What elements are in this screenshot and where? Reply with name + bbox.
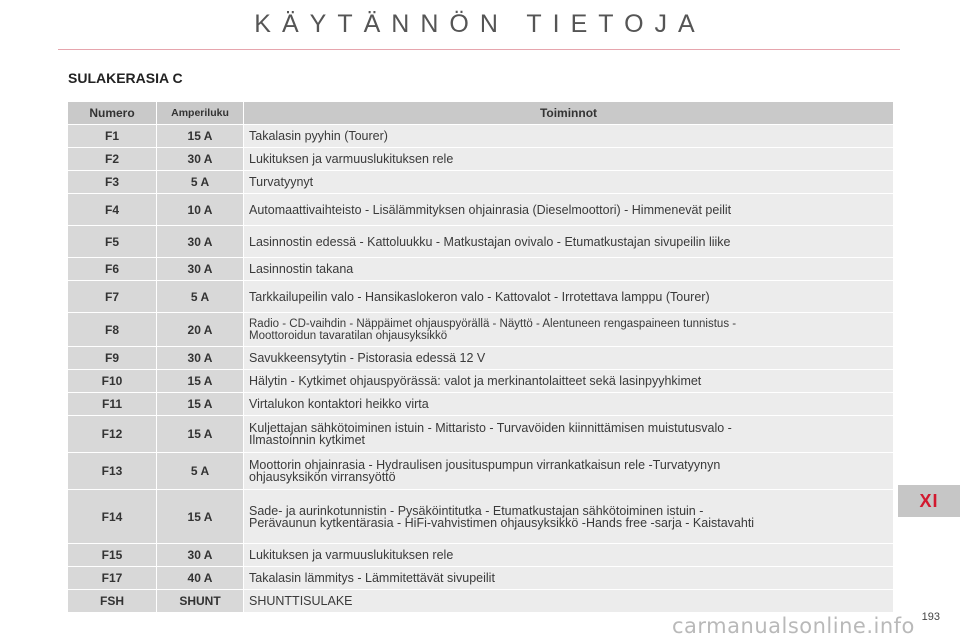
section-title: SULAKERASIA C (68, 70, 183, 86)
chapter-tab-label: XI (919, 490, 939, 511)
function-line: Kuljettajan sähkötoiminen istuin - Mittaristo - Turvavöiden kiinnittämisen muistutusvalo - (249, 421, 732, 435)
function-line: Turvatyynyt (249, 175, 314, 189)
header-amperage: Amperiluku (157, 102, 244, 125)
fuse-function (244, 347, 894, 370)
function-line: ohjausyksikön virransyöttö (249, 470, 396, 484)
table-row (68, 544, 894, 567)
fuse-number: F15 (68, 544, 157, 567)
function-line: Moottoroidun tavaratilan ohjausyksikkö (249, 329, 448, 342)
function-line: Savukkeensytytin - Pistorasia edessä 12 V (249, 351, 486, 365)
fuse-amperage: 30 A (157, 258, 244, 281)
fuse-function (244, 171, 894, 194)
table-row (68, 590, 894, 613)
fuse-amperage: 15 A (157, 490, 244, 544)
function-line: Lukituksen ja varmuuslukituksen rele (249, 152, 454, 166)
fuse-function (244, 490, 894, 544)
chapter-tab (898, 485, 960, 517)
fuse-number: F2 (68, 148, 157, 171)
function-line: Sade- ja aurinkotunnistin - Pysäköintitutka - Etumatkustajan sähkötoiminen istuin - (249, 503, 704, 518)
fuse-number: F14 (68, 490, 157, 544)
fuse-number: F9 (68, 347, 157, 370)
table-row (68, 347, 894, 370)
fuse-number: F3 (68, 171, 157, 194)
fuse-amperage: 5 A (157, 453, 244, 490)
table-row (68, 148, 894, 171)
table-row (68, 313, 894, 347)
fuse-number: F13 (68, 453, 157, 490)
function-line: Lukituksen ja varmuuslukituksen rele (249, 548, 454, 562)
fuse-number: FSH (68, 590, 157, 613)
fuse-function (244, 258, 894, 281)
fuse-amperage: 40 A (157, 567, 244, 590)
page-title: KÄYTÄNNÖN TIETOJA (254, 10, 706, 38)
function-line: Perävaunun kytkentärasia - HiFi-vahvistimen ohjausyksikkö -Hands free -sarja - Kaistavahti (249, 515, 755, 530)
fuse-function (244, 544, 894, 567)
fuse-amperage: 5 A (157, 171, 244, 194)
function-line: Virtalukon kontaktori heikko virta (249, 397, 429, 411)
function-line: Takalasin pyyhin (Tourer) (249, 129, 388, 143)
fuse-amperage: 15 A (157, 370, 244, 393)
fuse-function (244, 370, 894, 393)
fuse-amperage: 5 A (157, 281, 244, 313)
table-row (68, 171, 894, 194)
fuse-function (244, 453, 894, 490)
table-row (68, 226, 894, 258)
fuse-amperage: 30 A (157, 148, 244, 171)
title-divider (58, 49, 900, 50)
fuse-number: F1 (68, 125, 157, 148)
table-row (68, 194, 894, 226)
fuse-amperage: SHUNT (157, 590, 244, 613)
table-row (68, 416, 894, 453)
fuse-function (244, 313, 894, 347)
header-functions: Toiminnot (244, 102, 894, 125)
fuse-function (244, 148, 894, 171)
function-line: Ilmastoinnin kytkimet (249, 433, 366, 447)
watermark: carmanualsonline.info (672, 614, 915, 638)
table-row (68, 393, 894, 416)
fuse-amperage: 30 A (157, 347, 244, 370)
fuse-number: F10 (68, 370, 157, 393)
fuse-number: F12 (68, 416, 157, 453)
fuse-function (244, 125, 894, 148)
table-row (68, 453, 894, 490)
fuse-amperage: 30 A (157, 544, 244, 567)
fuse-function (244, 281, 894, 313)
fuse-number: F8 (68, 313, 157, 347)
fuse-function (244, 393, 894, 416)
table-row (68, 370, 894, 393)
fuse-function (244, 590, 894, 613)
fuse-amperage: 10 A (157, 194, 244, 226)
table-row (68, 125, 894, 148)
fuse-amperage: 15 A (157, 416, 244, 453)
fuse-number: F4 (68, 194, 157, 226)
fuse-function (244, 226, 894, 258)
fuse-number: F7 (68, 281, 157, 313)
fuse-amperage: 30 A (157, 226, 244, 258)
function-line: Takalasin lämmitys - Lämmitettävät sivupeilit (249, 571, 495, 585)
fuse-number: F17 (68, 567, 157, 590)
table-row (68, 258, 894, 281)
function-line: Tarkkailupeilin valo - Hansikaslokeron valo - Kattovalot - Irrotettava lamppu (Tourer) (249, 289, 710, 304)
fuse-number: F11 (68, 393, 157, 416)
fuse-number: F5 (68, 226, 157, 258)
fuse-amperage: 20 A (157, 313, 244, 347)
function-line: Radio - CD-vaihdin - Näppäimet ohjauspyörällä - Näyttö - Alentuneen rengaspaineen tunnistus - (249, 317, 737, 330)
table-row (68, 281, 894, 313)
function-line: Lasinnostin takana (249, 262, 354, 276)
function-line: Lasinnostin edessä - Kattoluukku - Matkustajan ovivalo - Etumatkustajan sivupeilin liike (249, 234, 731, 249)
function-line: Hälytin - Kytkimet ohjauspyörässä: valot ja merkinantolaitteet sekä lasinpyyhkimet (249, 374, 702, 388)
table-row (68, 567, 894, 590)
function-line: Moottorin ohjainrasia - Hydraulisen jousituspumpun virrankatkaisun rele -Turvatyynyn (249, 458, 721, 472)
table-row (68, 490, 894, 544)
fuse-table (67, 101, 894, 613)
fuse-function (244, 194, 894, 226)
fuse-function (244, 567, 894, 590)
fuse-number: F6 (68, 258, 157, 281)
fuse-amperage: 15 A (157, 125, 244, 148)
fuse-function (244, 416, 894, 453)
function-line: SHUNTTISULAKE (249, 594, 353, 608)
page-number: 193 (921, 611, 940, 623)
header-number: Numero (68, 102, 157, 125)
table-header-row (68, 102, 894, 125)
function-line: Automaattivaihteisto - Lisälämmityksen ohjainrasia (Dieselmoottori) - Himmenevät peilit (249, 202, 732, 217)
fuse-amperage: 15 A (157, 393, 244, 416)
